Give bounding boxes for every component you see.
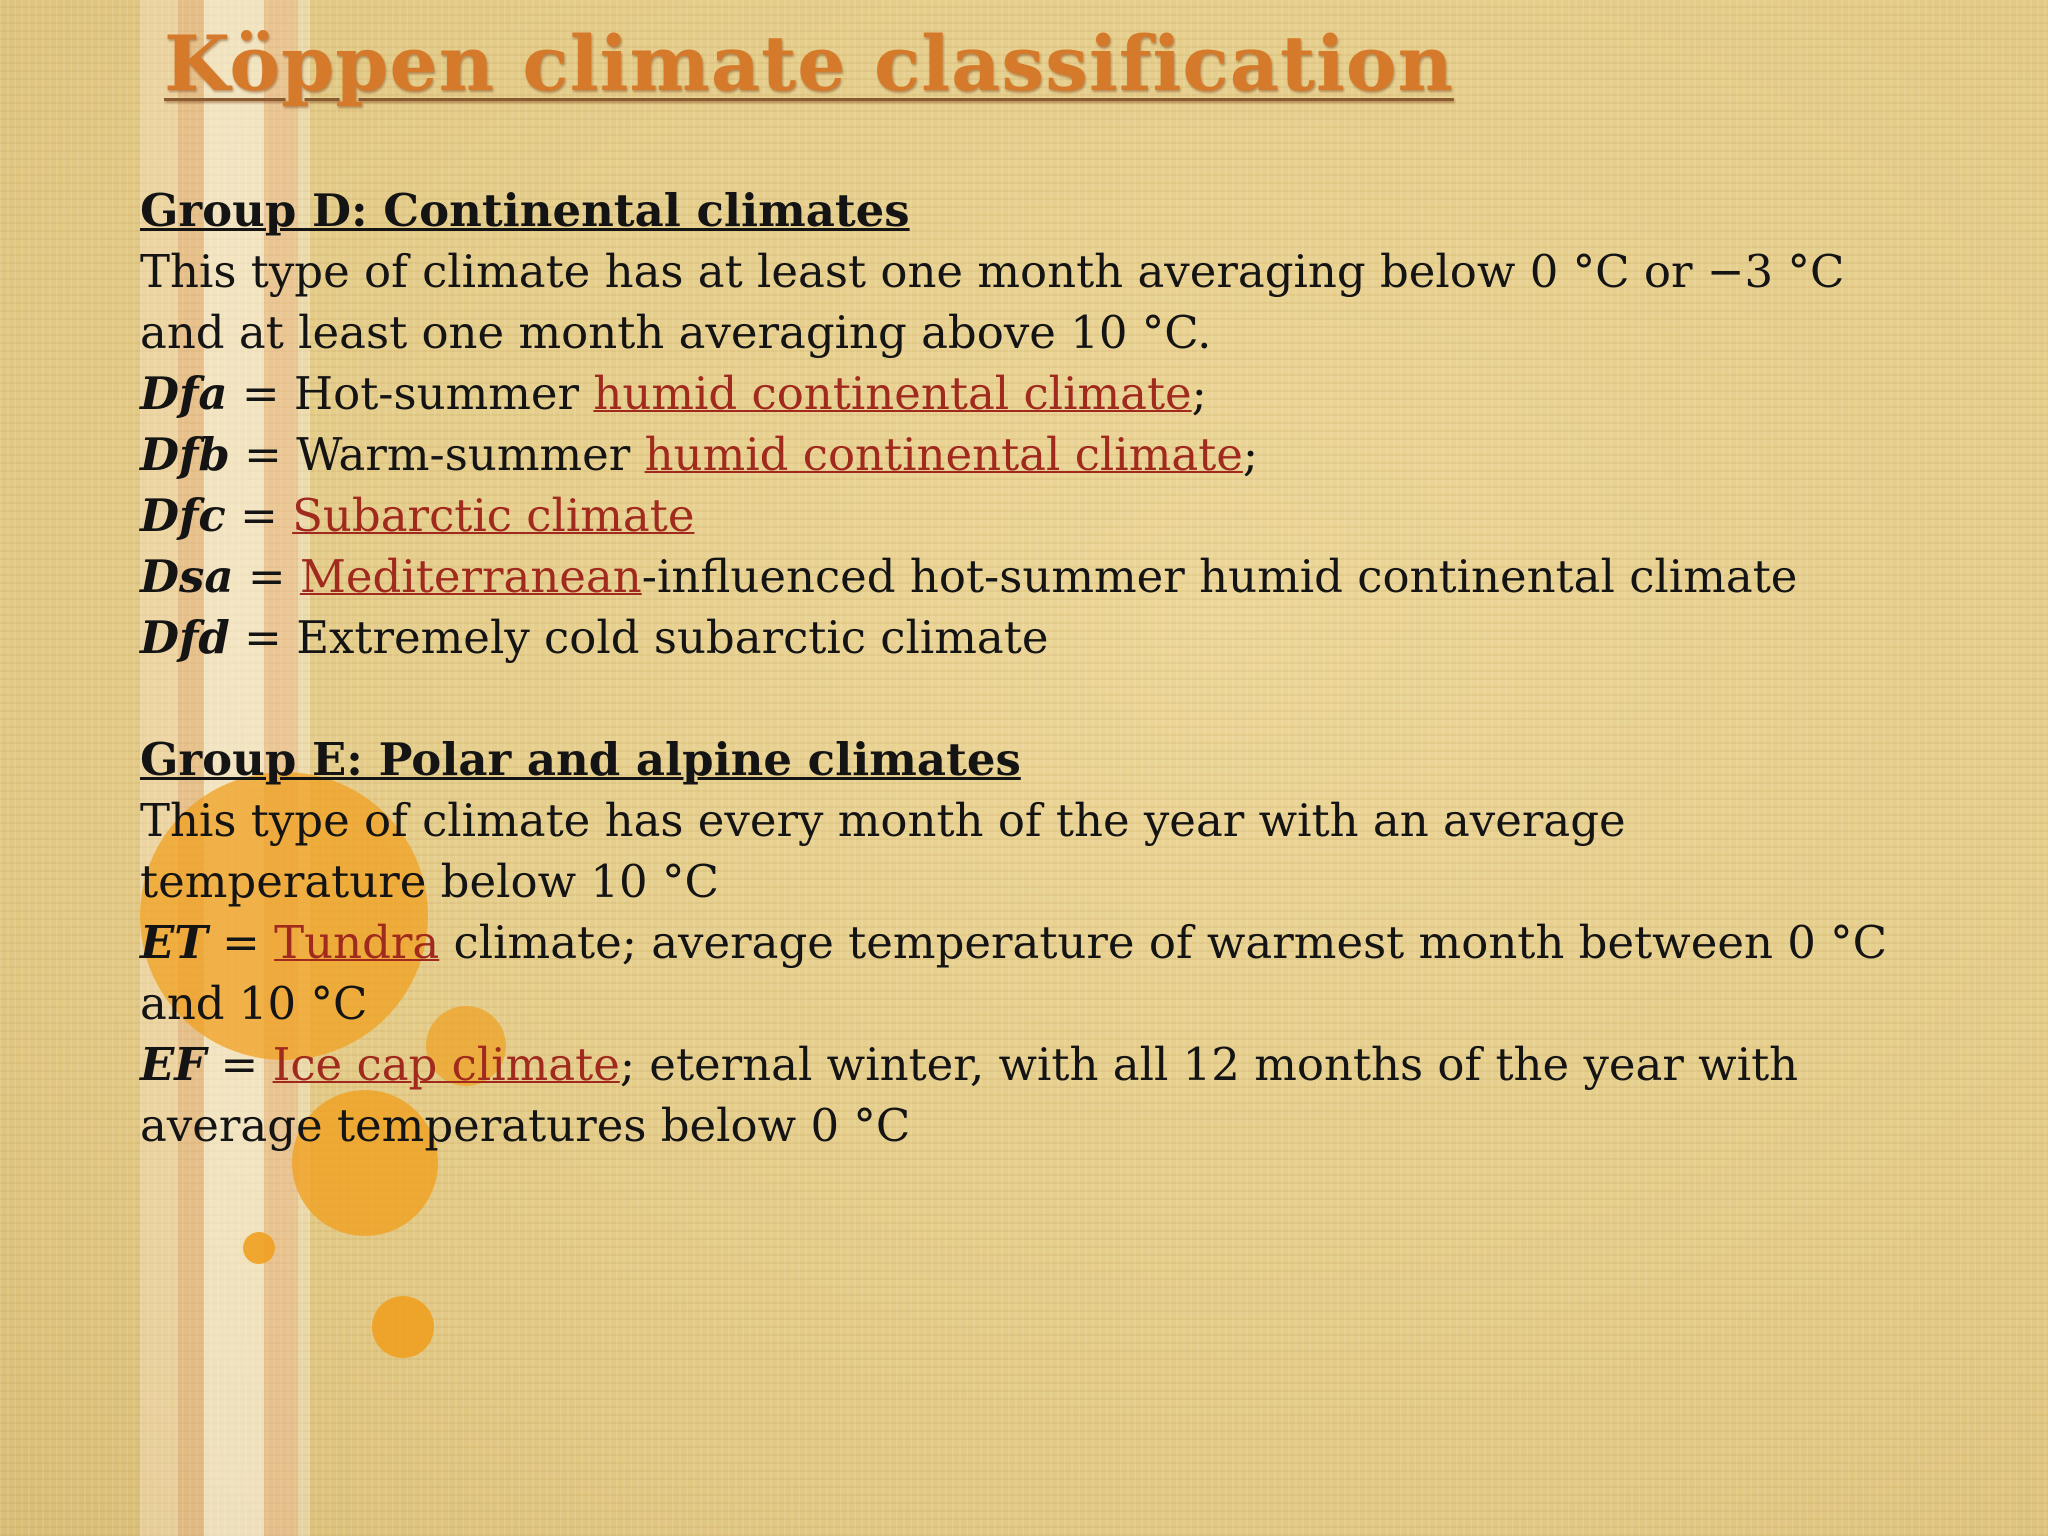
equals-sign: = [206,1038,273,1091]
climate-code: Dfa [140,367,228,420]
group-d-description: and at least one month averaging above 10 °C. [140,306,1212,359]
climate-item-dfc [140,485,2020,546]
equals-sign: = [207,916,275,969]
humid-continental-climate-link[interactable]: humid continental climate [593,367,1192,420]
climate-item-ef-continued [140,1095,2020,1156]
climate-description: average temperatures below 0 °C [140,1099,911,1152]
climate-code: Dsa [140,550,234,603]
climate-description: and 10 °C [140,977,368,1030]
section-spacer [140,668,2020,729]
slide-title: Köppen climate classification [164,19,1454,108]
group-e-description: temperature below 10 °C [140,855,719,908]
humid-continental-climate-link[interactable]: humid continental climate [644,428,1243,481]
climate-prefix: Warm-summer [296,428,645,481]
decorative-circle-small [372,1296,434,1358]
group-d-description: This type of climate has at least one month averaging below 0 °C or −3 °C [140,245,1845,298]
equals-sign: = [225,489,293,542]
decorative-circle-dot [243,1232,275,1264]
slide-body [140,180,2020,1156]
climate-item-dfa [140,363,2020,424]
group-e-description-line [140,790,2020,851]
equals-sign: = [227,367,294,420]
climate-description: Extremely cold subarctic climate [296,611,1049,664]
climate-item-et [140,912,2020,973]
climate-item-dfd [140,607,2020,668]
subarctic-climate-link[interactable]: Subarctic climate [292,489,695,542]
climate-item-et-continued [140,973,2020,1034]
ice-cap-climate-link[interactable]: Ice cap climate [272,1038,620,1091]
group-e-description-line [140,851,2020,912]
equals-sign: = [229,428,297,481]
climate-suffix: -influenced hot-summer humid continental climate [641,550,1798,603]
climate-suffix: ; eternal winter, with all 12 months of the year with [619,1038,1799,1091]
group-e-description: This type of climate has every month of the year with an average [140,794,1626,847]
group-d-description-line [140,302,2020,363]
group-d-heading-line [140,180,2020,241]
climate-prefix: Hot-summer [293,367,594,420]
climate-code: Dfc [140,489,226,542]
group-e-heading-line [140,729,2020,790]
tundra-link[interactable]: Tundra [274,916,440,969]
mediterranean-link[interactable]: Mediterranean [299,550,642,603]
climate-suffix: ; [1191,367,1207,420]
climate-code: Dfb [140,428,230,481]
group-d-description-line [140,241,2020,302]
equals-sign: = [233,550,300,603]
climate-code: ET [140,916,208,969]
equals-sign: = [229,611,297,664]
climate-item-ef [140,1034,2020,1095]
climate-code: EF [140,1038,207,1091]
climate-suffix: climate; average temperature of warmest month between 0 °C [439,916,1888,969]
climate-item-dsa [140,546,2020,607]
group-e-heading: Group E: Polar and alpine climates [140,733,1021,786]
group-d-heading: Group D: Continental climates [140,184,910,237]
climate-suffix: ; [1242,428,1259,481]
climate-item-dfb [140,424,2020,485]
climate-code: Dfd [140,611,230,664]
